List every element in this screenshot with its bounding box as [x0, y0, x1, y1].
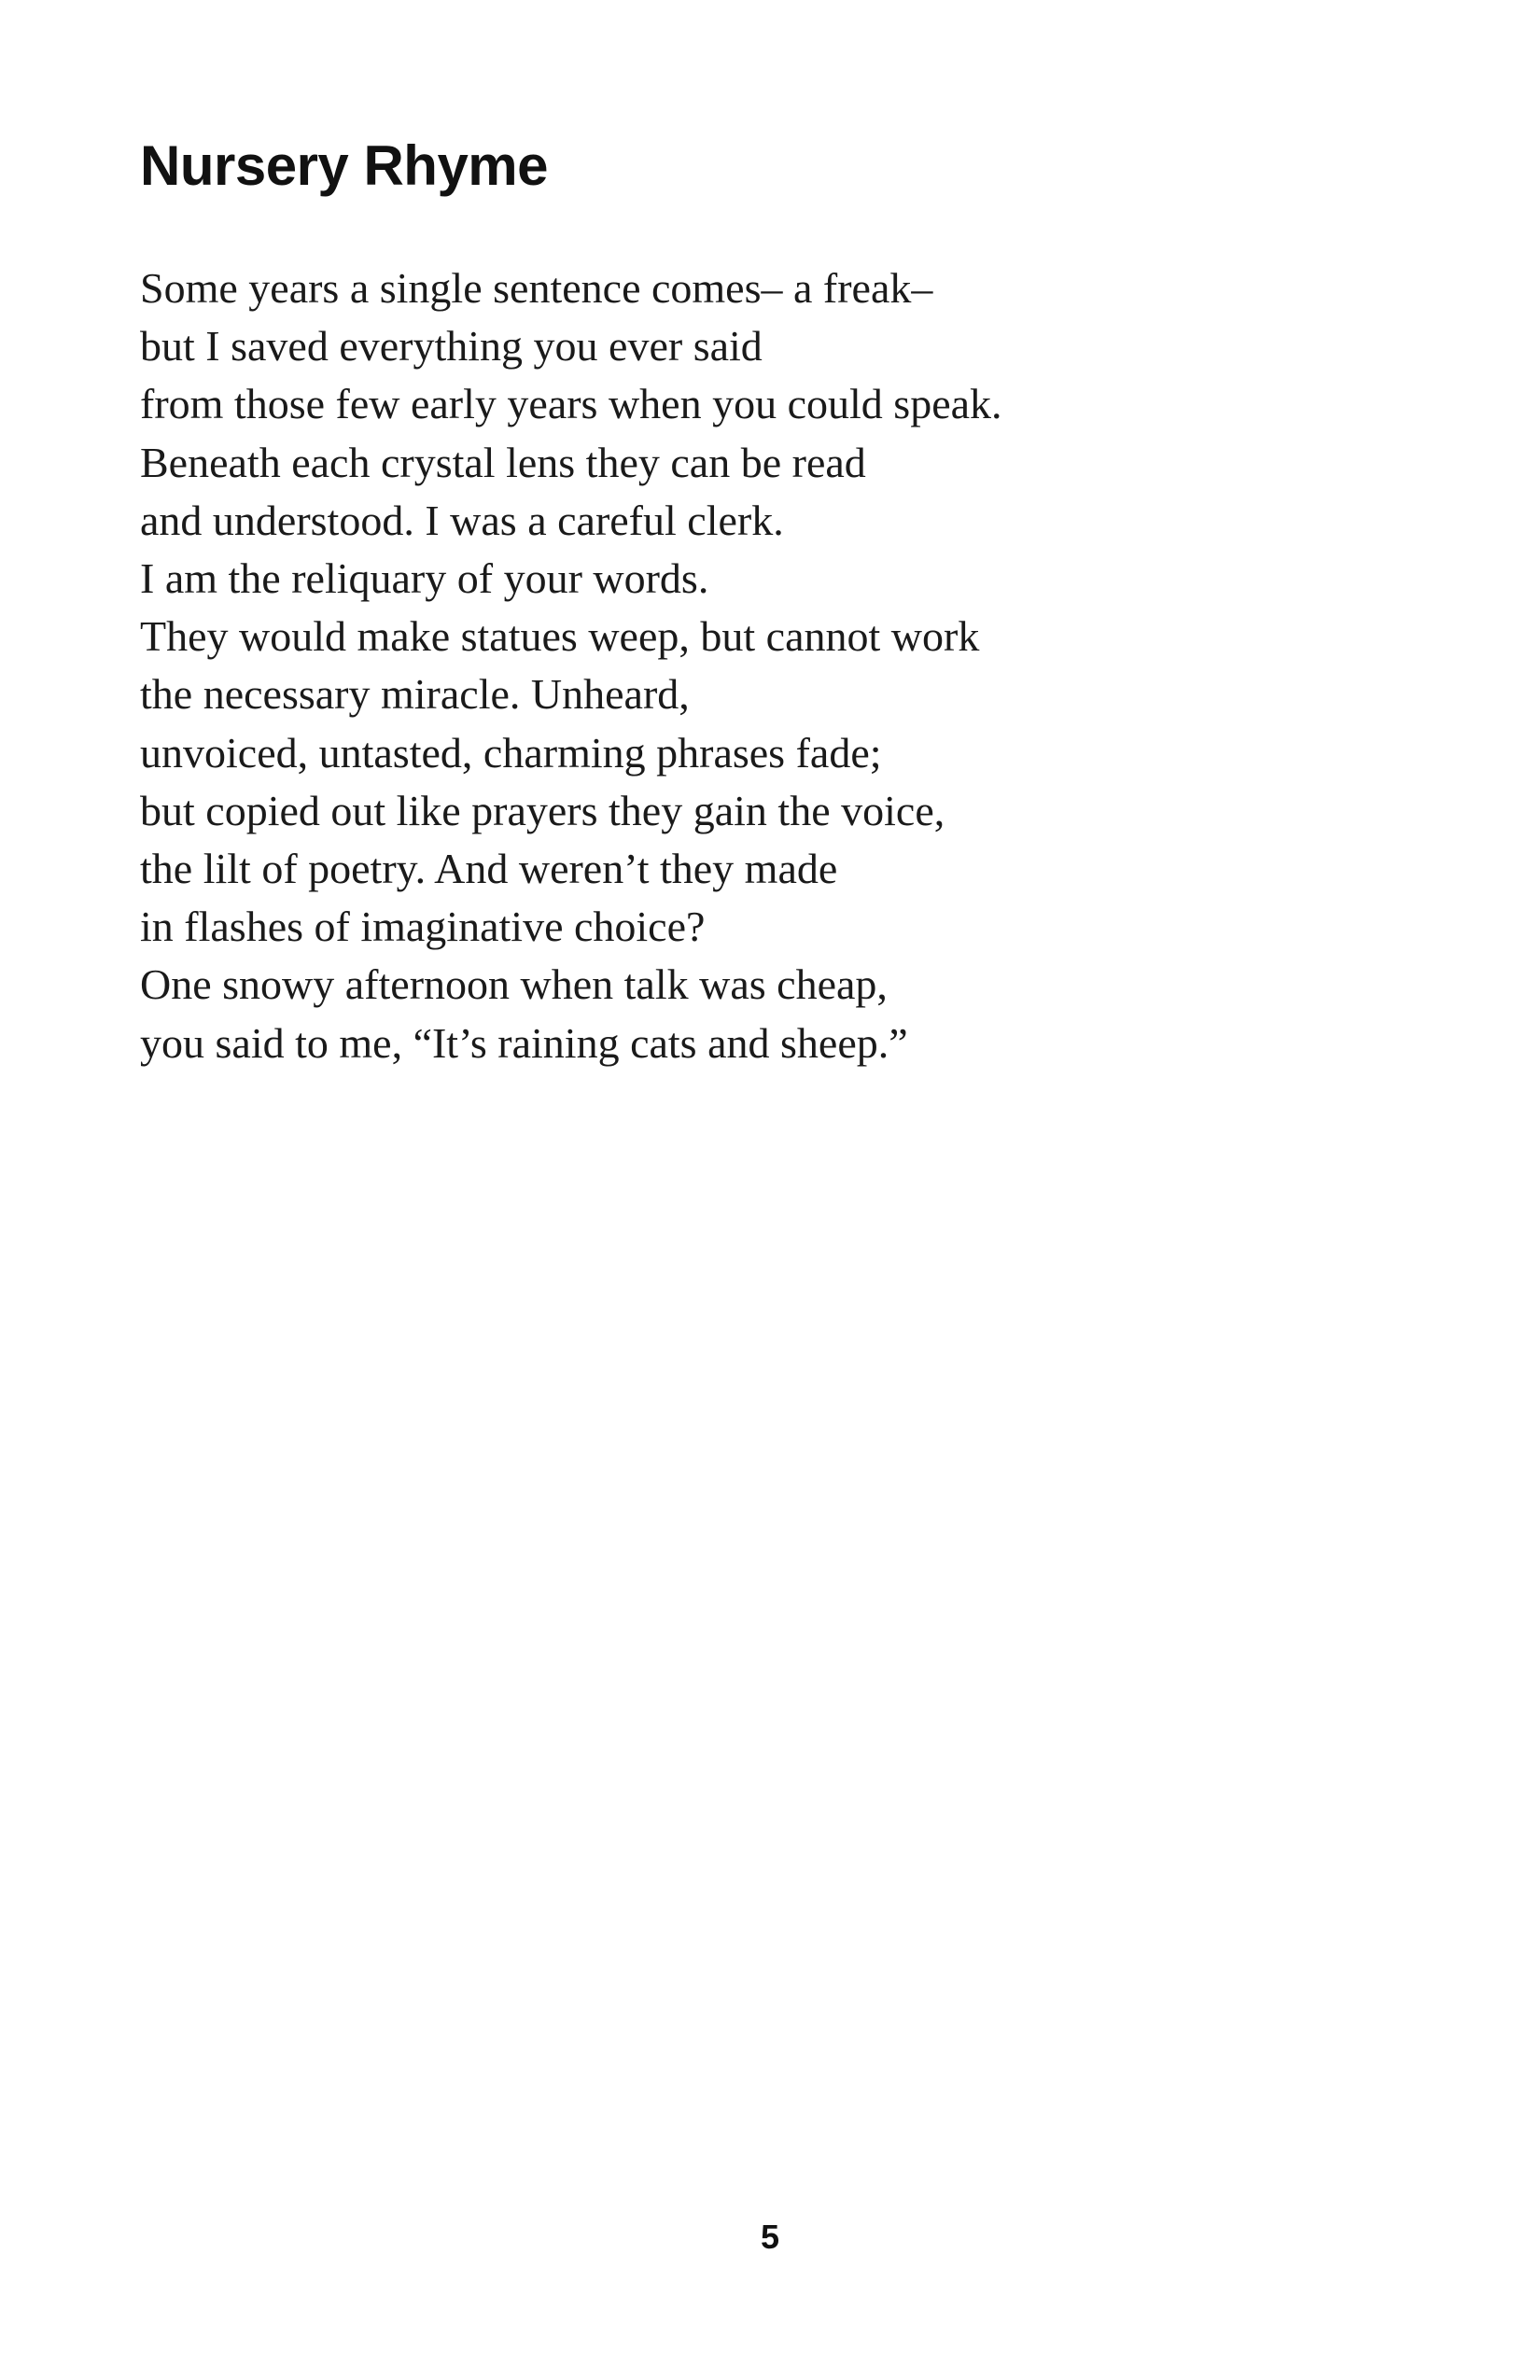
poem-line: One snowy afternoon when talk was cheap, — [140, 960, 888, 1009]
poem-line: but copied out like prayers they gain the voice, — [140, 786, 945, 834]
poem-line: unvoiced, untasted, charming phrases fade; — [140, 728, 882, 777]
poem-line: but I saved everything you ever said — [140, 322, 763, 371]
poem-line: Beneath each crystal lens they can be read — [140, 438, 866, 486]
poem-line: They would make statues weep, but cannot work — [140, 612, 980, 661]
page-number: 5 — [760, 2218, 780, 2256]
poem-line: and understood. I was a careful clerk. — [140, 496, 784, 544]
poem-line: the lilt of poetry. And weren’t they made — [140, 845, 838, 893]
poem-line: in flashes of imaginative choice? — [140, 903, 706, 951]
poem-line: the necessary miracle. Unheard, — [140, 670, 690, 719]
poem-body — [140, 259, 1353, 1072]
poem-line: from those few early years when you could speak. — [140, 380, 1002, 428]
poem-title: Nursery Rhyme — [140, 134, 549, 197]
poem-line: you said to me, “It’s raining cats and sheep.” — [140, 1018, 908, 1067]
poem-line: I am the reliquary of your words. — [140, 554, 709, 603]
poem-line: Some years a single sentence comes– a freak– — [140, 264, 933, 312]
